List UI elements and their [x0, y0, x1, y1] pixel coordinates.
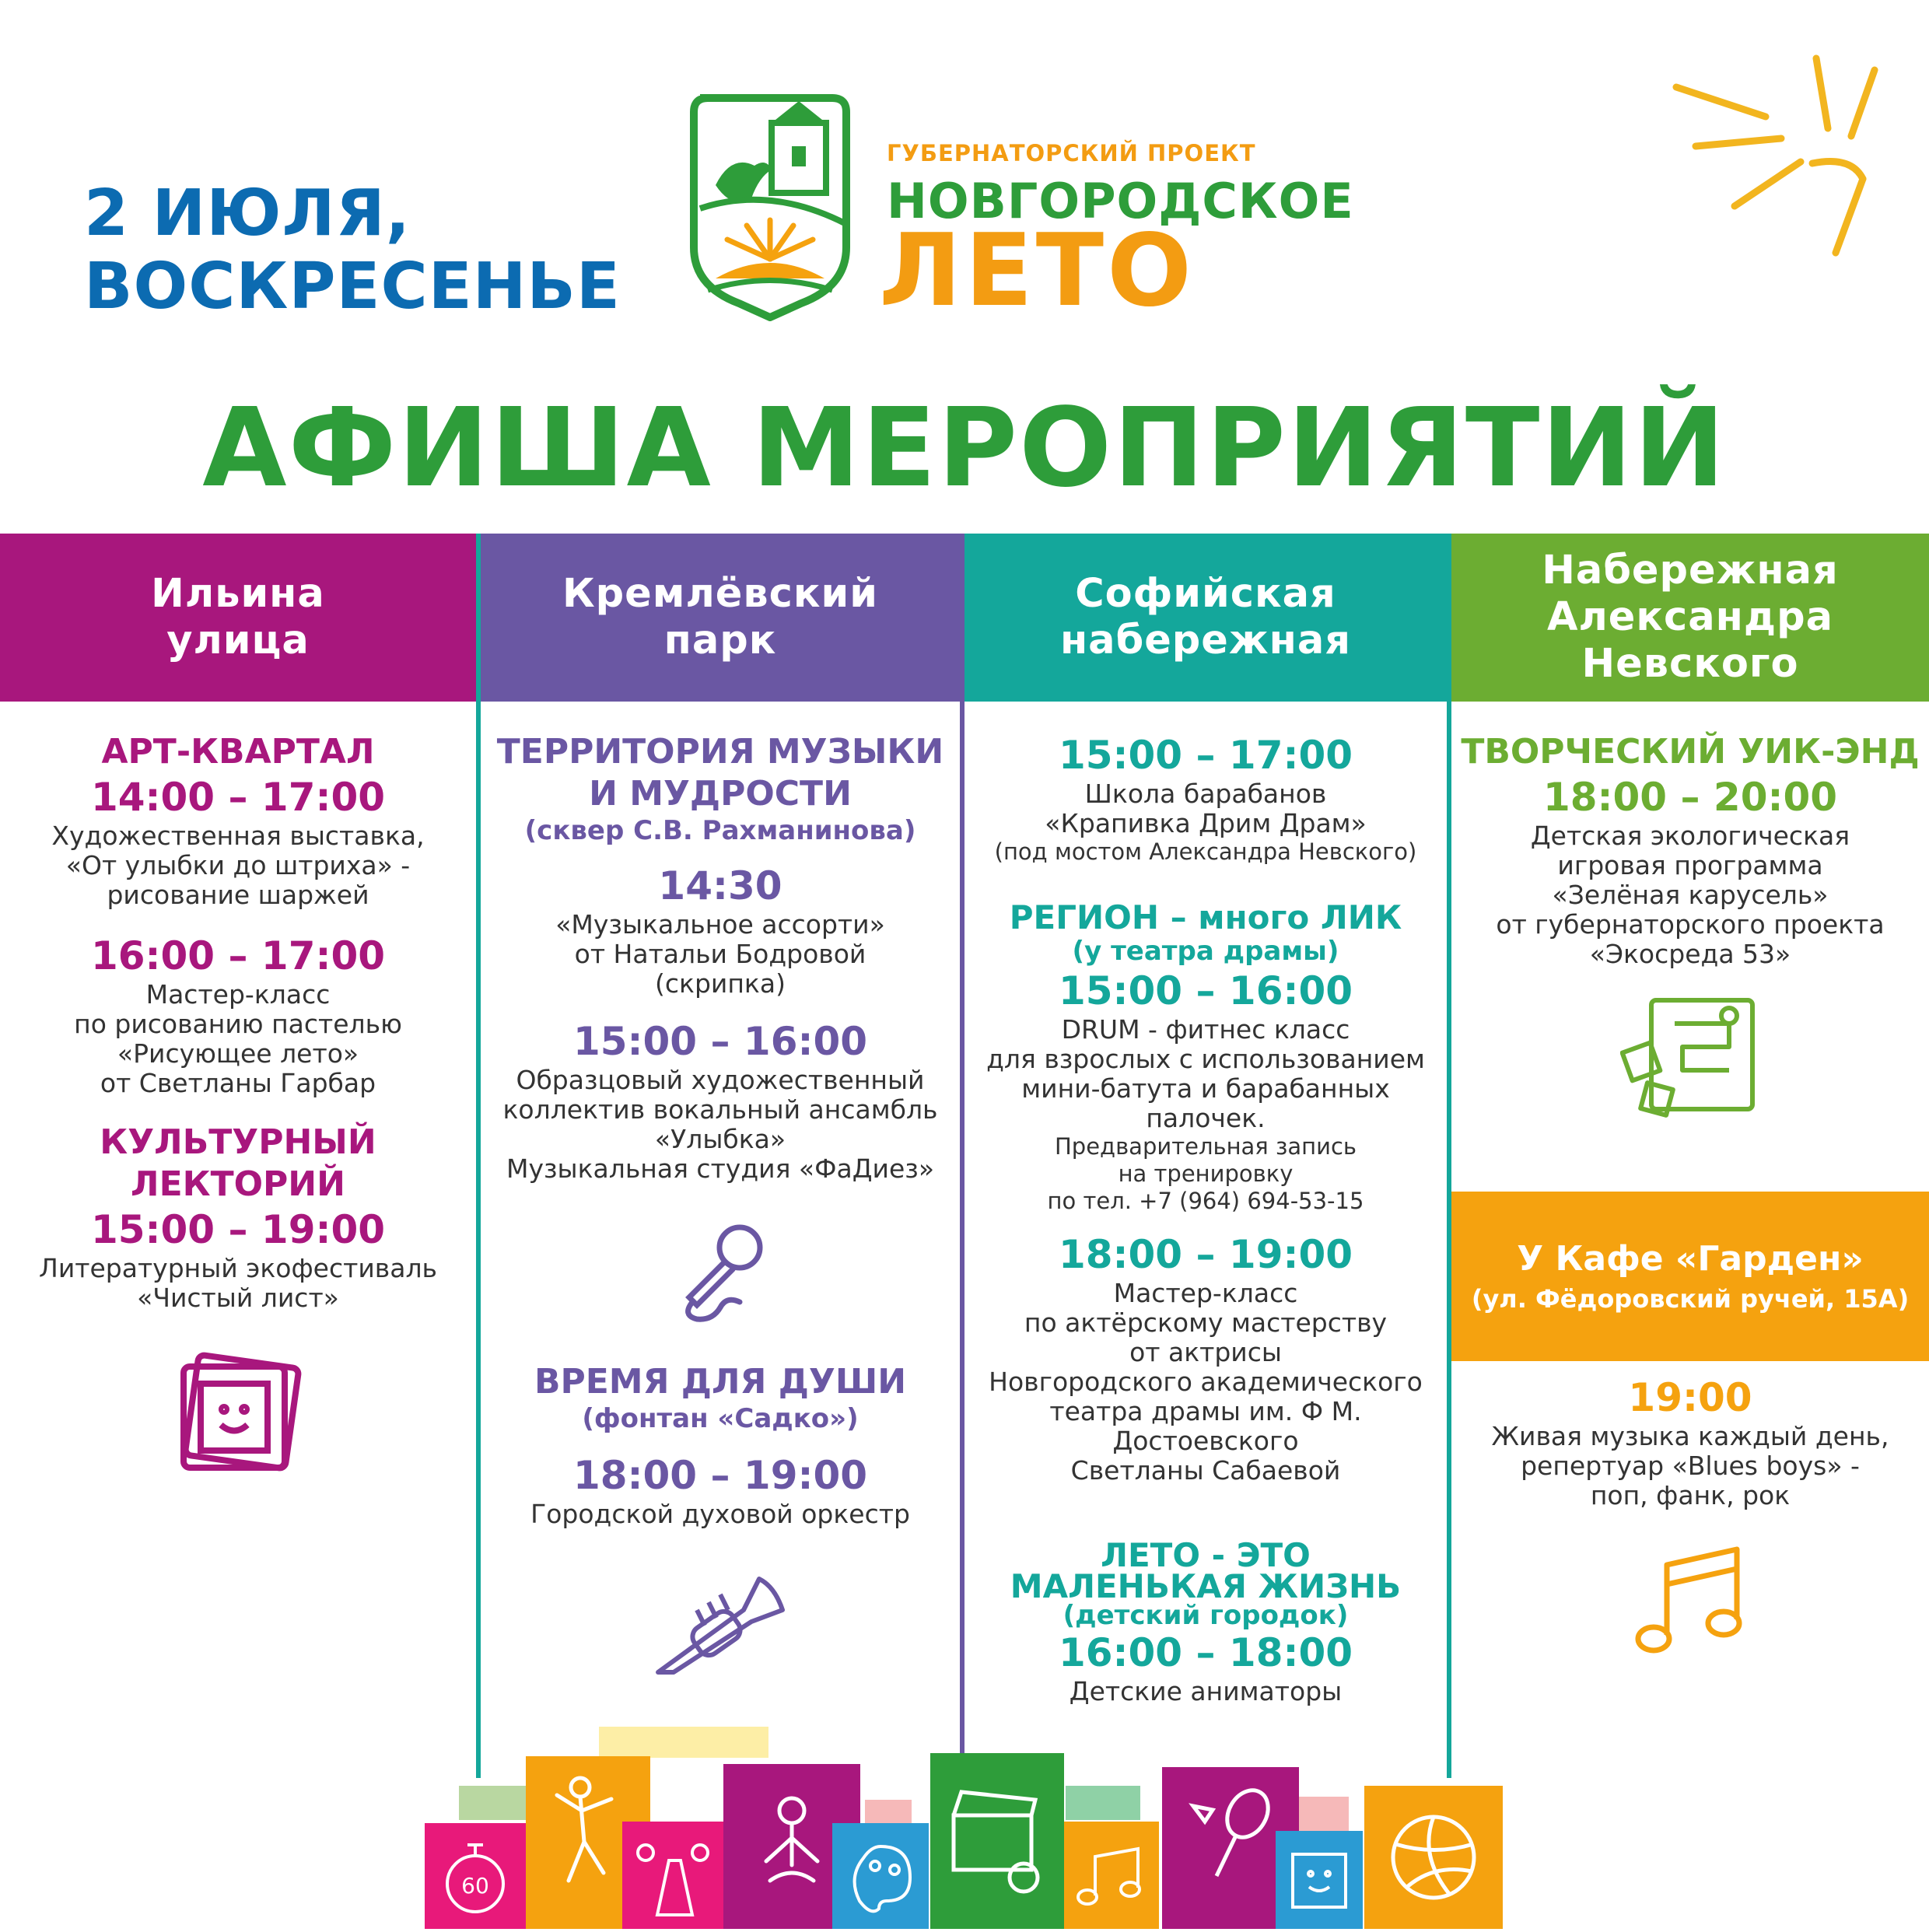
- section-subtitle: (у театра драмы): [1072, 936, 1339, 967]
- cafe-garden-header: [1451, 1192, 1929, 1361]
- column-header-line1: Набережная: [1542, 548, 1839, 593]
- column-header-line2: Александра Невского: [1546, 594, 1834, 687]
- cafe-subtitle: (ул. Фёдоровский ручей, 15А): [1471, 1284, 1910, 1314]
- footer-deco-block: [599, 1727, 768, 1758]
- footer-block-photo: [1276, 1831, 1363, 1929]
- event-time: 15:00 – 17:00: [1058, 733, 1353, 778]
- trumpet-icon: [650, 1563, 790, 1680]
- film-clapper-icon: [930, 1753, 1064, 1929]
- volleyball-icon: [1364, 1786, 1503, 1929]
- event-time: 18:00 – 19:00: [572, 1453, 868, 1498]
- event-time: 15:00 – 19:00: [90, 1207, 386, 1252]
- section-title-line1: ЛЕТО - ЭТО: [1101, 1536, 1311, 1574]
- column-header-line1: Софийская: [1075, 571, 1336, 617]
- section-subtitle: (детский городок): [1063, 1600, 1349, 1631]
- palette-icon: [832, 1823, 929, 1929]
- brand-line-2: ЛЕТО: [879, 213, 1195, 329]
- footer-deco-block: [459, 1786, 529, 1820]
- event-text: «Музыкальное ассорти» от Натальи Бодровой (скрипка): [555, 909, 885, 999]
- svg-text:60: 60: [461, 1873, 489, 1899]
- event-time: 15:00 – 16:00: [572, 1019, 868, 1064]
- column-sofia: [964, 731, 1447, 1706]
- section-title-line2: И МУДРОСТИ: [589, 774, 852, 814]
- event-text: Художественная выставка, «От улыбки до штриха» - рисование шаржей: [51, 821, 425, 910]
- event-time: 14:00 – 17:00: [90, 775, 386, 820]
- event-time: 15:00 – 16:00: [1058, 968, 1353, 1013]
- event-text: Мастер-класс по рисованию пастелью «Рисующее лето» от Светланы Гарбар: [74, 979, 402, 1098]
- event-time: 18:00 – 20:00: [1542, 775, 1838, 820]
- column-header-line2: набережная: [1059, 618, 1352, 663]
- sun-rays-icon: [1665, 47, 1929, 257]
- novgorod-summer-logo-icon: [684, 92, 856, 321]
- column-header-line1: Ильина: [151, 571, 325, 617]
- footer-block-volleyball: [1364, 1786, 1503, 1929]
- cafe-title: У Кафе «Гарден»: [1517, 1239, 1864, 1279]
- event-time: 16:00 – 18:00: [1058, 1630, 1353, 1675]
- event-text: Литературный экофестиваль «Чистый лист»: [39, 1253, 437, 1313]
- column-cafe: [1451, 1374, 1929, 1666]
- section-title: АРТ-КВАРТАЛ: [101, 732, 375, 772]
- event-text: Городской духовой оркестр: [530, 1499, 910, 1529]
- date-line-2: ВОСКРЕСЕНЬЕ: [84, 250, 621, 324]
- section-title: РЕГИОН – много ЛИК: [1009, 898, 1402, 936]
- section-title: КУЛЬТУРНЫЙ ЛЕКТОРИЙ: [100, 1122, 376, 1204]
- column-header-nevsky: [1451, 534, 1929, 702]
- event-text: Мастер-класс по актёрскому мастерству от актрисы Новгородского академического театра драмы им. Ф М. Достоевского Светланы Сабаевой: [989, 1278, 1423, 1486]
- spotlight-icon: [622, 1822, 723, 1929]
- column-kremlin: [481, 731, 960, 1680]
- section-subtitle: (сквер С.В. Рахманинова): [524, 815, 916, 846]
- microphone-icon: [666, 1218, 775, 1327]
- event-note: Предварительная запись на тренировку по тел. +7 (964) 694-53-15: [1047, 1133, 1364, 1214]
- event-time: 18:00 – 19:00: [1058, 1232, 1353, 1277]
- stopwatch-60-icon: [425, 1823, 526, 1929]
- date-line-1: 2 ИЮЛЯ,: [84, 177, 411, 250]
- music-note-icon: [1064, 1822, 1159, 1929]
- section-title-line2: МАЛЕНЬКАЯ ЖИЗНЬ: [1010, 1567, 1402, 1605]
- footer-deco-block: [1299, 1797, 1349, 1831]
- event-text: Образцовый художественный коллектив вокальный ансамбль «Улыбка» Музыкальная студия «ФаДиез»: [502, 1065, 938, 1184]
- event-text: DRUM - фитнес класс для взрослых с использованием мини-батута и барабанных палочек.: [986, 1014, 1425, 1133]
- event-text: Детские аниматоры: [1069, 1676, 1343, 1706]
- smiley-photo-icon: [168, 1347, 308, 1487]
- footer-block-stopwatch: [425, 1823, 526, 1929]
- column-ilyina: [0, 731, 476, 1487]
- music-note-icon: [1632, 1542, 1749, 1666]
- section-subtitle: (фонтан «Садко»): [582, 1403, 859, 1434]
- column-header-line2: улица: [166, 618, 310, 663]
- brand-line-1: НОВГОРОДСКОЕ: [887, 173, 1354, 229]
- event-text: Живая музыка каждый день, репертуар «Blues boys» - поп, фанк, рок: [1491, 1421, 1889, 1510]
- column-nevsky: [1451, 731, 1929, 1125]
- column-header-sofia: [964, 534, 1447, 702]
- board-game-icon: [1620, 992, 1760, 1125]
- column-header-ilyina: [0, 534, 476, 702]
- section-title: ТВОРЧЕСКИЙ УИК-ЭНД: [1461, 732, 1920, 772]
- footer-deco-block: [865, 1800, 912, 1823]
- event-date: [84, 177, 621, 324]
- photo-smile-icon: [1276, 1831, 1363, 1929]
- brand-subtitle: ГУБЕРНАТОРСКИЙ ПРОЕКТ: [887, 140, 1256, 166]
- footer-block-film: [930, 1753, 1064, 1929]
- column-header-kremlin: [481, 534, 960, 702]
- event-note: (под мостом Александра Невского): [994, 838, 1417, 865]
- footer-block-spotlight: [622, 1822, 723, 1929]
- event-time: 14:30: [658, 863, 782, 908]
- footer-block-palette: [832, 1823, 929, 1929]
- event-text: Школа барабанов «Крапивка Дрим Драм»: [1045, 779, 1367, 838]
- footer-block-music: [1064, 1822, 1159, 1929]
- event-time: 19:00: [1628, 1375, 1752, 1420]
- section-title: ВРЕМЯ ДЛЯ ДУШИ: [534, 1362, 907, 1402]
- column-header-line2: парк: [663, 618, 777, 663]
- page-title: АФИША МЕРОПРИЯТИЙ: [202, 385, 1727, 512]
- column-header-line1: Кремлёвский: [562, 571, 878, 617]
- event-text: Детская экологическая игровая программа «Зелёная карусель» от губернаторского проекта «Экосреда 53»: [1496, 821, 1885, 969]
- footer-deco-block: [1066, 1786, 1140, 1820]
- event-time: 16:00 – 17:00: [90, 933, 386, 978]
- section-title-line1: ТЕРРИТОРИЯ МУЗЫКИ: [496, 732, 944, 772]
